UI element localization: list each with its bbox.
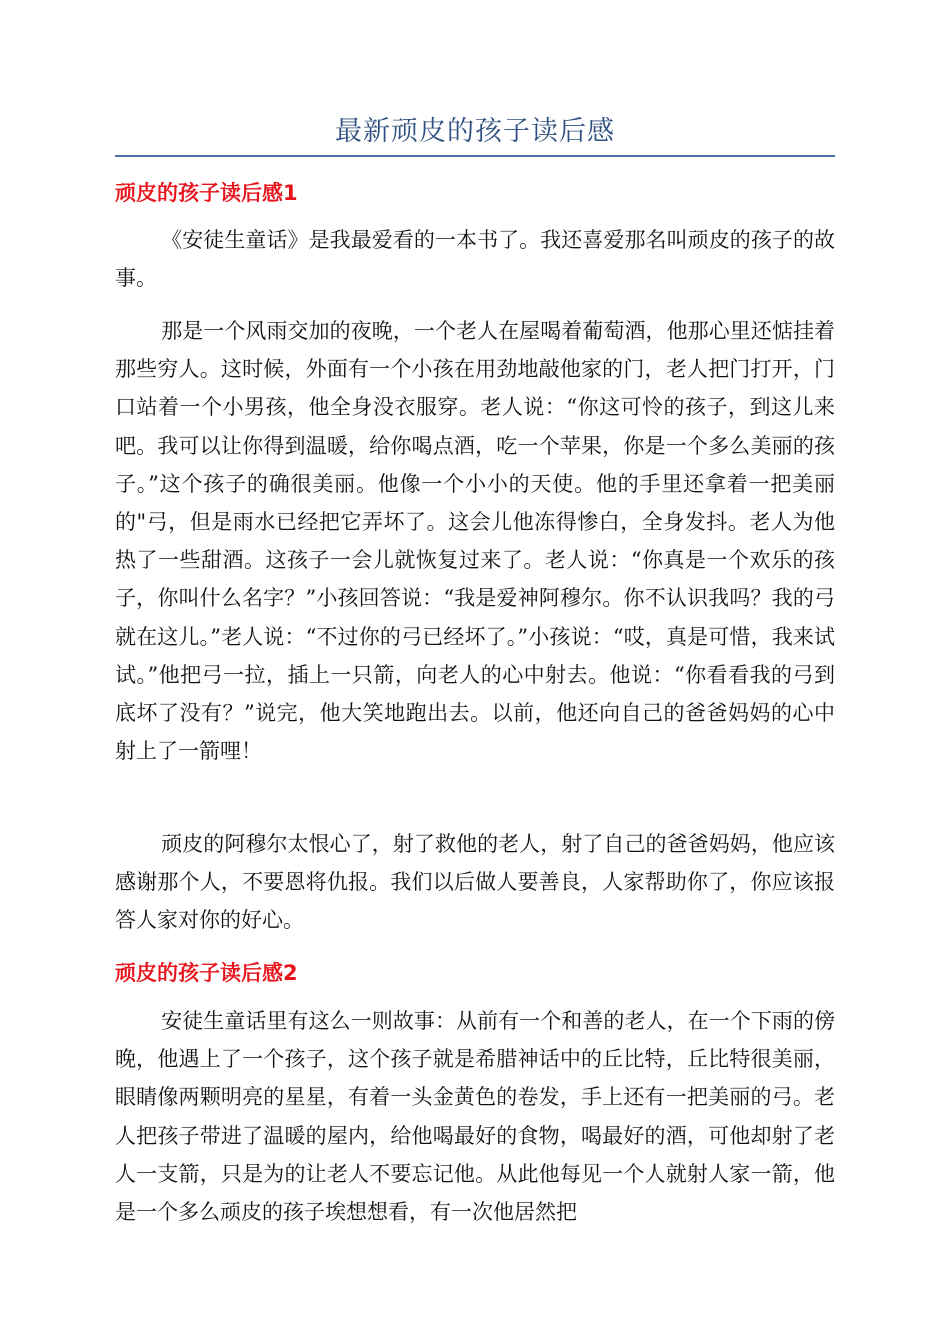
title-underline-rule — [115, 155, 835, 157]
section-1-paragraph-1: 《安徒生童话》是我最爱看的一本书了。我还喜爱那名叫顽皮的孩子的故事。 — [115, 228, 835, 291]
section-heading-2: 顽皮的孩子读后感2 — [115, 961, 298, 985]
document-title: 最新顽皮的孩子读后感 — [335, 116, 615, 147]
section-1-paragraph-3: 顽皮的阿穆尔太恨心了，射了救他的老人，射了自己的爸爸妈妈，他应该感谢那个人，不要恩将仇报。我们以后做人要善良，人家帮助你了，你应该报答人家对你的好心。 — [115, 832, 835, 933]
section-2-paragraph-1: 安徒生童话里有这么一则故事：从前有一个和善的老人，在一个下雨的傍晚，他遇上了一个孩子，这个孩子就是希腊神话中的丘比特，丘比特很美丽，眼睛像两颗明亮的星星，有着一头金黄色的卷发，手上还有一把美丽的弓。老人把孩子带进了温暖的屋内，给他喝最好的食物，喝最好的酒，可他却射了老人一支箭，只是为的让老人不要忘记他。从此他每见一个人就射人家一箭，他是一个多么顽皮的孩子埃想想看，有一次他居然把 — [115, 1009, 835, 1225]
section-heading-1: 顽皮的孩子读后感1 — [115, 181, 298, 205]
section-1-paragraph-2: 那是一个风雨交加的夜晚，一个老人在屋喝着葡萄酒，他那心里还惦挂着那些穷人。这时候，外面有一个小孩在用劲地敲他家的门，老人把门打开，门口站着一个小男孩，他全身没衣服穿。老人说：“你这可怜的孩子，到这儿来吧。我可以让你得到温暖，给你喝点酒，吃一个苹果，你是一个多么美丽的孩子。”这个孩子的确很美丽。他像一个小小的天使。他的手里还拿着一把美丽的"弓，但是雨水已经把它弄坏了。这会儿他冻得惨白，全身发抖。老人为他热了一些甜酒。这孩子一会儿就恢复过来了。老人说：“你真是一个欢乐的孩子，你叫什么名字？”小孩回答说：“我是爱神阿穆尔。你不认识我吗？我的弓就在这儿。”老人说：“不过你的弓已经坏了。”小孩说：“哎，真是可惜，我来试试。”他把弓一拉，插上一只箭，向老人的心中射去。他说：“你看看我的弓到底坏了没有？”说完，他大笑地跑出去。以前，他还向自己的爸爸妈妈的心中射上了一箭哩！ — [115, 319, 835, 764]
